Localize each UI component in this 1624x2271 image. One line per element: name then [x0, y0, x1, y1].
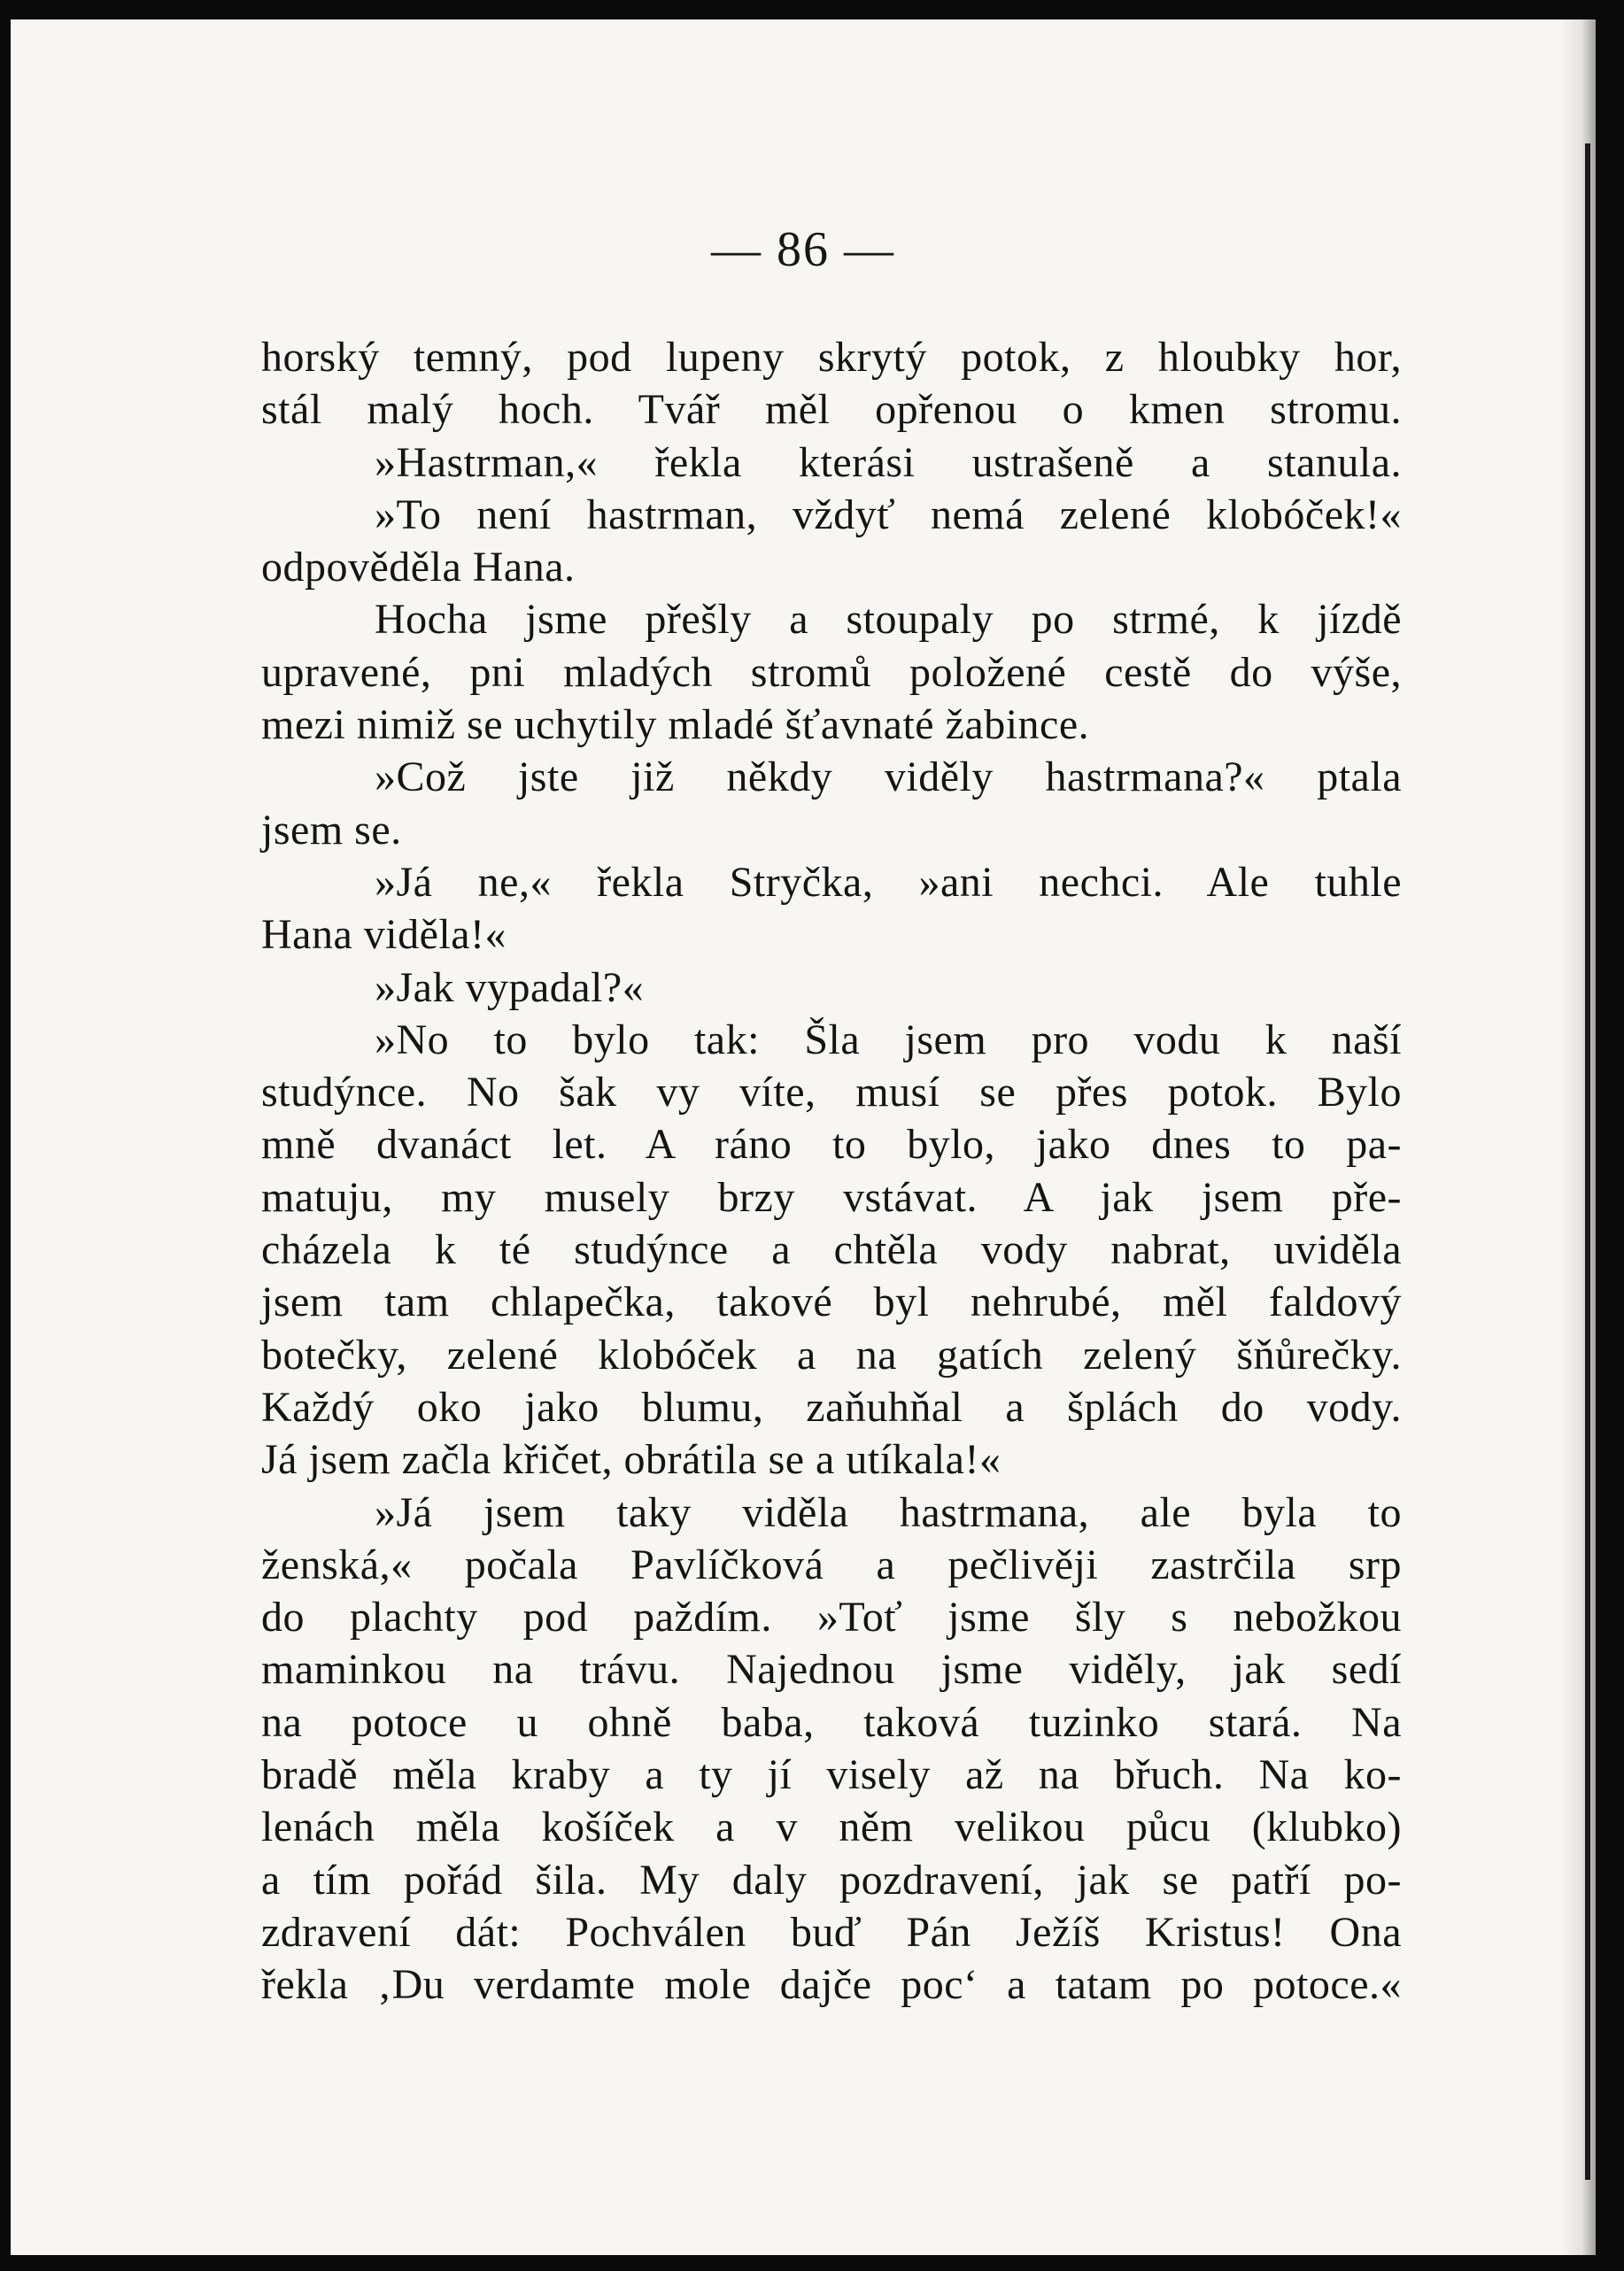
text-line: »To není hastrman, vždyť nemá zelené klobóček!«: [375, 491, 1402, 538]
text-line: ženská,« počala Pavlíčková a pečlivěji zastrčila srp: [261, 1541, 1402, 1588]
text-line: mezi nimiž se uchytily mladé šťavnaté žabince.: [261, 701, 1090, 749]
text-line: jsem se.: [261, 806, 402, 854]
text-line: »Já jsem taky viděla hastrmana, ale byla to: [375, 1488, 1402, 1536]
text-line: »No to bylo tak: Šla jsem pro vodu k naší: [375, 1016, 1402, 1063]
text-line: do plachty pod paždím. »Toť jsme šly s nebožkou: [261, 1594, 1402, 1641]
text-line: matuju, my musely brzy vstávat. A jak jsem pře-: [261, 1173, 1402, 1221]
text-line: a tím pořád šila. My daly pozdravení, jak se patří po-: [261, 1856, 1402, 1904]
text-line: »Jak vypadal?«: [375, 963, 645, 1011]
text-line: Hocha jsme přešly a stoupaly po strmé, k jízdě: [375, 596, 1402, 644]
text-line: jsem tam chlapečka, takové byl nehrubé, měl faldový: [261, 1278, 1402, 1326]
text-line: studýnce. No šak vy víte, musí se přes potok. Bylo: [261, 1069, 1402, 1116]
text-line: »Což jste již někdy viděly hastrmana?« ptala: [375, 753, 1402, 801]
text-line: řekla ‚Du verdamte mole dajče poc‘ a tatam po potoce.«: [261, 1961, 1402, 2009]
text-line: lenách měla košíček a v něm velikou půcu (klubko): [261, 1804, 1402, 1851]
text-line: na potoce u ohně baba, taková tuzinko stará. Na: [261, 1698, 1402, 1746]
text-line: horský temný, pod lupeny skrytý potok, z hloubky hor,: [261, 334, 1402, 381]
text-line: mně dvanáct let. A ráno to bylo, jako dnes to pa-: [261, 1121, 1402, 1169]
text-line: »Já ne,« řekla Stryčka, »ani nechci. Ale tuhle: [375, 858, 1402, 906]
text-line: odpověděla Hana.: [261, 544, 576, 591]
text-line: botečky, zelené klobóček a na gatích zelený šňůrečky.: [261, 1331, 1402, 1379]
text-line: Hana viděla!«: [261, 911, 507, 959]
text-line: Každý oko jako blumu, zaňuhňal a šplách do vody.: [261, 1383, 1402, 1431]
book-page: [11, 19, 1596, 2255]
page-number: — 86 —: [711, 222, 895, 277]
gutter-shadow: [1560, 19, 1596, 2255]
text-line: zdravení dát: Pochválen buď Pán Ježíš Kristus! Ona: [261, 1908, 1402, 1956]
text-line: cházela k té studýnce a chtěla vody nabrat, uviděla: [261, 1226, 1402, 1274]
text-line: Já jsem začla křičet, obrátila se a utíkala!«: [261, 1436, 1001, 1484]
body-text: [261, 331, 1402, 2012]
page-edge: [1585, 143, 1590, 2180]
text-line: maminkou na trávu. Najednou jsme viděly, jak sedí: [261, 1646, 1402, 1694]
text-line: upravené, pni mladých stromů položené cestě do výše,: [261, 648, 1402, 696]
text-line: bradě měla kraby a ty jí visely až na břuch. Na ko-: [261, 1751, 1402, 1799]
text-line: »Hastrman,« řekla kterási ustrašeně a stanula.: [375, 438, 1402, 486]
text-line: stál malý hoch. Tvář měl opřenou o kmen stromu.: [261, 386, 1402, 434]
